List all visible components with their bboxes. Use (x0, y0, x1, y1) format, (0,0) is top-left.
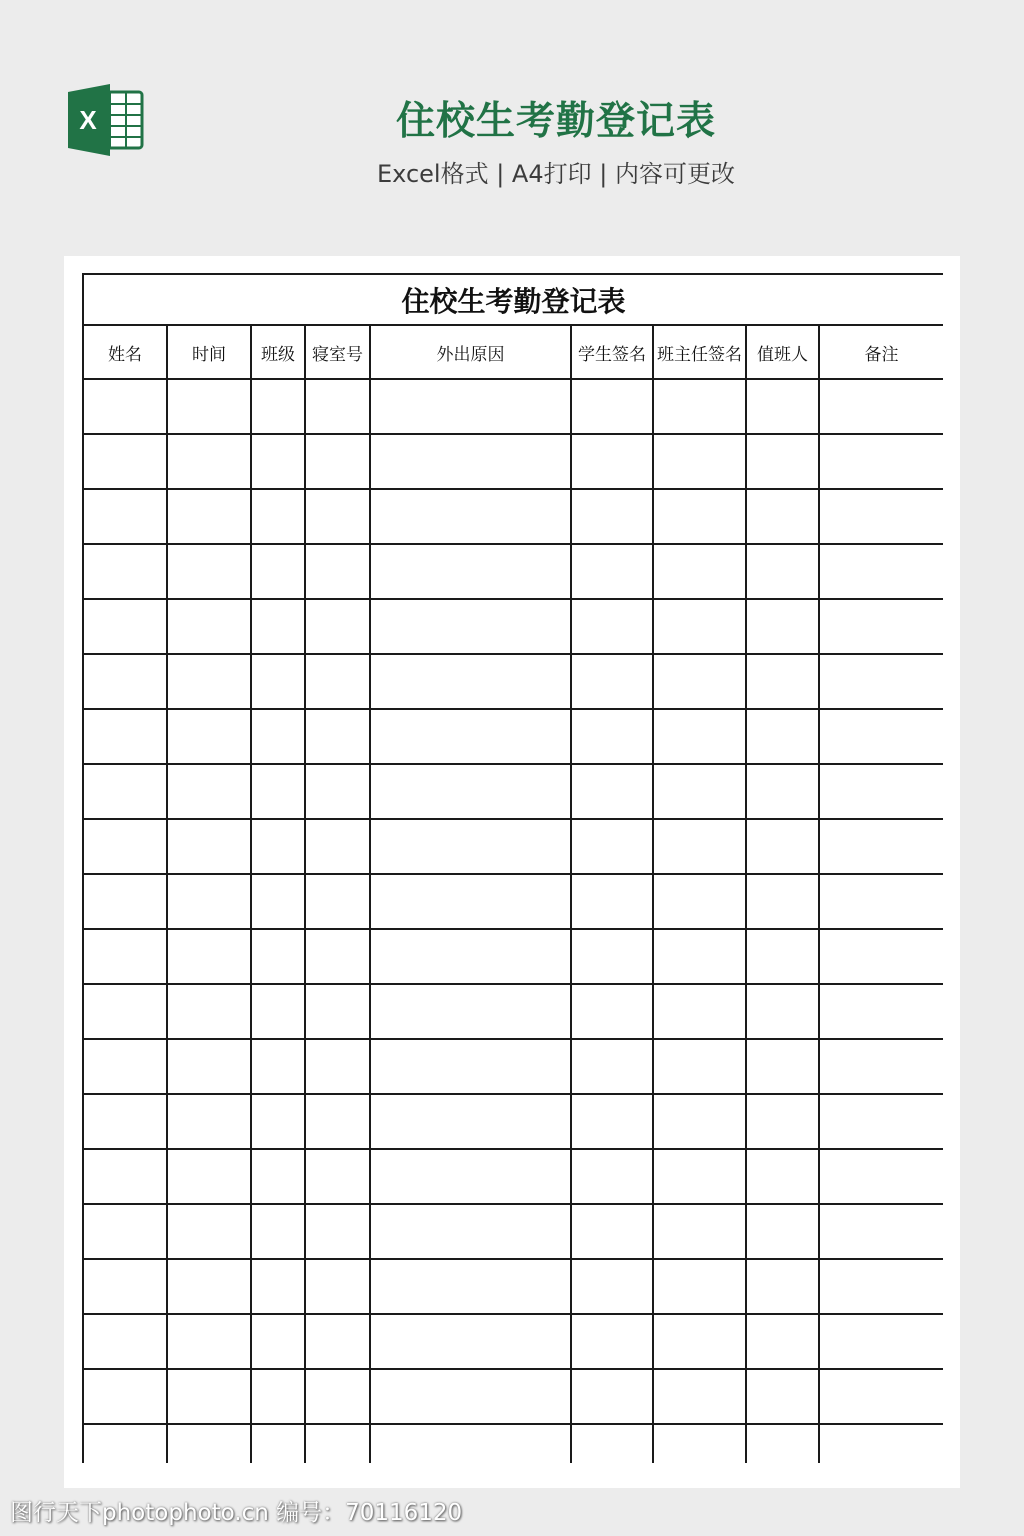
table-cell[interactable] (167, 379, 251, 434)
table-row (83, 1039, 943, 1094)
table-cell[interactable] (167, 1424, 251, 1463)
table-cell[interactable] (571, 764, 653, 819)
table-cell[interactable] (167, 1094, 251, 1149)
table-cell[interactable] (251, 1094, 305, 1149)
table-cell[interactable] (819, 1424, 943, 1463)
table-cell[interactable] (305, 1259, 370, 1314)
table-cell[interactable] (370, 1259, 571, 1314)
table-cell[interactable] (819, 1369, 943, 1424)
table-cell[interactable] (653, 1094, 746, 1149)
table-cell[interactable] (251, 599, 305, 654)
table-cell[interactable] (653, 874, 746, 929)
table-cell[interactable] (571, 1424, 653, 1463)
table-cell[interactable] (746, 1424, 819, 1463)
table-cell[interactable] (819, 654, 943, 709)
table-cell[interactable] (653, 654, 746, 709)
table-row (83, 1149, 943, 1204)
table-row (83, 379, 943, 434)
table-cell[interactable] (370, 764, 571, 819)
table-cell[interactable] (305, 819, 370, 874)
table-cell[interactable] (83, 764, 167, 819)
table-cell[interactable] (819, 1204, 943, 1259)
table-cell[interactable] (83, 599, 167, 654)
table-cell[interactable] (370, 1314, 571, 1369)
form-title: 住校生考勤登记表 (83, 274, 943, 325)
table-cell[interactable] (305, 1424, 370, 1463)
table-cell[interactable] (83, 1369, 167, 1424)
table-cell[interactable] (251, 1204, 305, 1259)
table-cell[interactable] (251, 764, 305, 819)
table-cell[interactable] (251, 819, 305, 874)
table-cell[interactable] (167, 764, 251, 819)
table-cell[interactable] (251, 379, 305, 434)
table-cell[interactable] (167, 599, 251, 654)
table-cell[interactable] (370, 1149, 571, 1204)
table-cell[interactable] (167, 819, 251, 874)
table-cell[interactable] (746, 874, 819, 929)
table-cell[interactable] (83, 709, 167, 764)
page-title: 住校生考勤登记表 (395, 99, 716, 144)
column-header: 时间 (167, 325, 251, 379)
table-cell[interactable] (653, 489, 746, 544)
table-cell[interactable] (167, 929, 251, 984)
table-cell[interactable] (83, 1424, 167, 1463)
table-cell[interactable] (305, 544, 370, 599)
table-cell[interactable] (571, 1369, 653, 1424)
table-cell[interactable] (653, 1204, 746, 1259)
table-cell[interactable] (746, 1314, 819, 1369)
table-row (83, 984, 943, 1039)
table-cell[interactable] (571, 1149, 653, 1204)
table-cell[interactable] (653, 1424, 746, 1463)
table-cell[interactable] (571, 544, 653, 599)
table-cell[interactable] (819, 544, 943, 599)
table-cell[interactable] (819, 379, 943, 434)
table-cell[interactable] (370, 654, 571, 709)
table-cell[interactable] (167, 1149, 251, 1204)
table-cell[interactable] (167, 1259, 251, 1314)
table-row (83, 1424, 943, 1463)
table-cell[interactable] (746, 929, 819, 984)
table-cell[interactable] (83, 1204, 167, 1259)
table-cell[interactable] (83, 1039, 167, 1094)
table-cell[interactable] (83, 434, 167, 489)
table-cell[interactable] (571, 599, 653, 654)
table-cell[interactable] (653, 1259, 746, 1314)
table-cell[interactable] (305, 709, 370, 764)
table-cell[interactable] (167, 874, 251, 929)
table-cell[interactable] (305, 379, 370, 434)
table-cell[interactable] (746, 379, 819, 434)
table-cell[interactable] (746, 599, 819, 654)
table-row (83, 874, 943, 929)
table-cell[interactable] (653, 379, 746, 434)
table-cell[interactable] (571, 1259, 653, 1314)
table-cell[interactable] (571, 709, 653, 764)
table-row (83, 489, 943, 544)
table-cell[interactable] (746, 764, 819, 819)
table-cell[interactable] (819, 1094, 943, 1149)
table-cell[interactable] (819, 434, 943, 489)
page-subtitle: Excel格式 | A4打印 | 内容可更改 (377, 160, 735, 188)
table-row (83, 434, 943, 489)
table-cell[interactable] (819, 1314, 943, 1369)
table-cell[interactable] (653, 544, 746, 599)
table-cell[interactable] (305, 764, 370, 819)
table-cell[interactable] (251, 654, 305, 709)
table-cell[interactable] (251, 1369, 305, 1424)
table-cell[interactable] (819, 874, 943, 929)
table-cell[interactable] (370, 819, 571, 874)
table-cell[interactable] (167, 1314, 251, 1369)
table-row (83, 544, 943, 599)
table-cell[interactable] (83, 984, 167, 1039)
table-cell[interactable] (571, 984, 653, 1039)
table-cell[interactable] (571, 379, 653, 434)
table-row (83, 709, 943, 764)
table-cell[interactable] (83, 1314, 167, 1369)
table-cell[interactable] (251, 489, 305, 544)
table-cell[interactable] (305, 434, 370, 489)
table-cell[interactable] (653, 1149, 746, 1204)
table-cell[interactable] (167, 654, 251, 709)
table-cell[interactable] (305, 1369, 370, 1424)
table-cell[interactable] (305, 1314, 370, 1369)
table-cell[interactable] (653, 1369, 746, 1424)
table-cell[interactable] (305, 874, 370, 929)
column-header: 寝室号 (305, 325, 370, 379)
table-cell[interactable] (370, 379, 571, 434)
column-header: 姓名 (83, 325, 167, 379)
table-cell[interactable] (819, 984, 943, 1039)
table-cell[interactable] (819, 709, 943, 764)
column-header: 学生签名 (571, 325, 653, 379)
table-cell[interactable] (571, 819, 653, 874)
table-cell[interactable] (305, 1149, 370, 1204)
table-row (83, 599, 943, 654)
table-cell[interactable] (819, 1259, 943, 1314)
table-cell[interactable] (746, 1204, 819, 1259)
table-cell[interactable] (251, 709, 305, 764)
table-cell[interactable] (571, 654, 653, 709)
table-cell[interactable] (251, 1314, 305, 1369)
table-cell[interactable] (819, 764, 943, 819)
column-header: 班级 (251, 325, 305, 379)
table-cell[interactable] (251, 984, 305, 1039)
column-header-row (83, 325, 943, 379)
table-cell[interactable] (370, 489, 571, 544)
table-row (83, 1094, 943, 1149)
table-cell[interactable] (819, 929, 943, 984)
table-cell[interactable] (305, 654, 370, 709)
table-cell[interactable] (251, 1149, 305, 1204)
table-cell[interactable] (167, 544, 251, 599)
table-cell[interactable] (251, 1259, 305, 1314)
table-row (83, 1314, 943, 1369)
table-cell[interactable] (746, 1149, 819, 1204)
table-cell[interactable] (746, 1259, 819, 1314)
table-cell[interactable] (83, 489, 167, 544)
table-cell[interactable] (819, 819, 943, 874)
table-cell[interactable] (653, 984, 746, 1039)
table-cell[interactable] (167, 489, 251, 544)
table-cell[interactable] (653, 819, 746, 874)
table-cell[interactable] (653, 434, 746, 489)
table-cell[interactable] (571, 874, 653, 929)
table-cell[interactable] (571, 1314, 653, 1369)
table-cell[interactable] (305, 599, 370, 654)
table-cell[interactable] (370, 984, 571, 1039)
table-cell[interactable] (653, 709, 746, 764)
table-cell[interactable] (746, 1039, 819, 1094)
column-header: 备注 (819, 325, 943, 379)
table-cell[interactable] (305, 984, 370, 1039)
table-cell[interactable] (167, 984, 251, 1039)
table-cell[interactable] (370, 434, 571, 489)
table-cell[interactable] (746, 544, 819, 599)
table-cell[interactable] (571, 489, 653, 544)
table-cell[interactable] (251, 929, 305, 984)
watermark-text: 图行天下photophoto.cn 编号：70116120 (10, 1500, 463, 1526)
table-cell[interactable] (305, 1204, 370, 1259)
table-cell[interactable] (251, 1039, 305, 1094)
table-cell[interactable] (83, 379, 167, 434)
table-cell[interactable] (571, 434, 653, 489)
table-cell[interactable] (305, 1094, 370, 1149)
form-sheet (82, 273, 943, 1463)
excel-logo-letter: X (79, 105, 97, 135)
table-cell[interactable] (251, 874, 305, 929)
table-cell[interactable] (571, 929, 653, 984)
table-cell[interactable] (83, 929, 167, 984)
table-cell[interactable] (167, 1369, 251, 1424)
table-cell[interactable] (83, 874, 167, 929)
table-cell[interactable] (370, 1039, 571, 1094)
table-row (83, 929, 943, 984)
table-cell[interactable] (370, 1204, 571, 1259)
table-cell[interactable] (746, 654, 819, 709)
column-header: 班主任签名 (653, 325, 746, 379)
table-cell[interactable] (819, 1039, 943, 1094)
table-cell[interactable] (167, 434, 251, 489)
table-cell[interactable] (370, 599, 571, 654)
table-cell[interactable] (370, 1369, 571, 1424)
table-row (83, 819, 943, 874)
table-cell[interactable] (167, 1039, 251, 1094)
table-cell[interactable] (746, 709, 819, 764)
table-cell[interactable] (746, 489, 819, 544)
table-cell[interactable] (653, 1039, 746, 1094)
table-cell[interactable] (571, 1204, 653, 1259)
column-header: 外出原因 (370, 325, 571, 379)
table-cell[interactable] (819, 599, 943, 654)
table-cell[interactable] (83, 544, 167, 599)
table-cell[interactable] (305, 929, 370, 984)
table-cell[interactable] (746, 984, 819, 1039)
table-cell[interactable] (251, 434, 305, 489)
table-cell[interactable] (370, 1094, 571, 1149)
table-cell[interactable] (370, 544, 571, 599)
table-row (83, 764, 943, 819)
table-cell[interactable] (653, 599, 746, 654)
table-cell[interactable] (746, 1369, 819, 1424)
attendance-table (82, 273, 943, 1463)
table-cell[interactable] (370, 709, 571, 764)
table-cell[interactable] (571, 1094, 653, 1149)
table-cell[interactable] (83, 654, 167, 709)
table-cell[interactable] (819, 1149, 943, 1204)
table-cell[interactable] (653, 929, 746, 984)
table-cell[interactable] (251, 1424, 305, 1463)
table-row (83, 1369, 943, 1424)
table-row (83, 654, 943, 709)
table-cell[interactable] (83, 819, 167, 874)
table-cell[interactable] (83, 1149, 167, 1204)
table-row (83, 1259, 943, 1314)
table-cell[interactable] (746, 1094, 819, 1149)
column-header: 值班人 (746, 325, 819, 379)
excel-logo-icon (66, 84, 144, 156)
table-cell[interactable] (370, 1424, 571, 1463)
table-cell[interactable] (83, 1259, 167, 1314)
table-cell[interactable] (746, 819, 819, 874)
table-cell[interactable] (746, 434, 819, 489)
table-cell[interactable] (370, 929, 571, 984)
table-cell[interactable] (305, 1039, 370, 1094)
table-row (83, 1204, 943, 1259)
table-cell[interactable] (653, 764, 746, 819)
table-cell[interactable] (370, 874, 571, 929)
table-cell[interactable] (571, 1039, 653, 1094)
table-cell[interactable] (819, 489, 943, 544)
table-cell[interactable] (305, 489, 370, 544)
table-cell[interactable] (653, 1314, 746, 1369)
table-cell[interactable] (167, 1204, 251, 1259)
table-cell[interactable] (251, 544, 305, 599)
table-cell[interactable] (167, 709, 251, 764)
table-cell[interactable] (83, 1094, 167, 1149)
